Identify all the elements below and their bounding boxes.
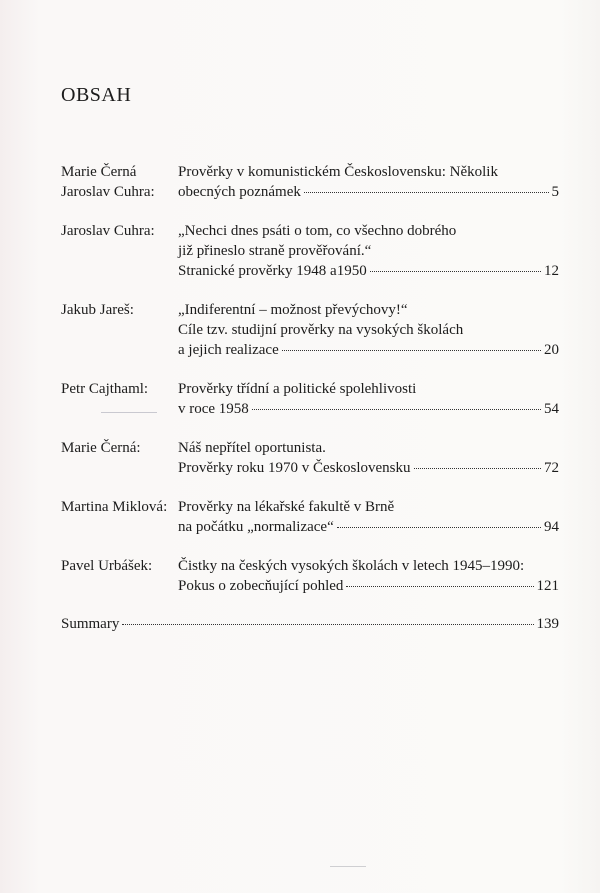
toc-entry-title bbox=[178, 221, 559, 281]
toc-entry bbox=[61, 556, 559, 596]
toc-author: Jakub Jareš: bbox=[61, 302, 134, 318]
toc-page-number: 72 bbox=[544, 460, 559, 476]
toc-title-last-line bbox=[178, 576, 559, 596]
toc-author: Marie Černá bbox=[61, 164, 137, 180]
toc-title-line: a jejich realizace bbox=[178, 342, 279, 358]
toc-authors bbox=[61, 438, 177, 478]
toc-page-number: 54 bbox=[544, 401, 559, 417]
toc-entry-title bbox=[178, 556, 559, 596]
toc-entry-title bbox=[178, 438, 559, 478]
toc-entry bbox=[61, 438, 559, 478]
toc-title-line: obecných poznámek bbox=[178, 184, 301, 200]
toc-author: Jaroslav Cuhra: bbox=[61, 223, 155, 239]
dot-leader bbox=[337, 527, 541, 528]
toc-summary-entry bbox=[61, 614, 559, 634]
toc-authors bbox=[61, 379, 177, 419]
toc-authors bbox=[61, 556, 177, 596]
toc-entry bbox=[61, 300, 559, 360]
dot-leader bbox=[304, 192, 549, 193]
toc-author: Pavel Urbášek: bbox=[61, 558, 153, 574]
scan-mark bbox=[330, 866, 366, 867]
toc-entry-title bbox=[178, 497, 559, 537]
toc-entry-title bbox=[178, 379, 559, 419]
toc-title-line: „Indiferentní – možnost převýchovy!“ bbox=[178, 302, 408, 318]
toc-author: Jaroslav Cuhra: bbox=[61, 184, 155, 200]
toc-entry bbox=[61, 379, 559, 419]
dot-leader bbox=[414, 468, 542, 469]
toc-entry-title bbox=[178, 300, 559, 360]
toc-entry bbox=[61, 221, 559, 281]
dot-leader bbox=[282, 350, 541, 351]
toc-title-line: již přineslo straně prověřování.“ bbox=[178, 243, 372, 259]
toc-authors bbox=[61, 497, 177, 537]
toc-authors bbox=[61, 162, 177, 202]
page-title: OBSAH bbox=[61, 84, 132, 106]
toc-entry-title bbox=[178, 162, 559, 202]
toc-author: Martina Miklová: bbox=[61, 499, 168, 515]
toc-title-line: Prověrky roku 1970 v Československu bbox=[178, 460, 411, 476]
toc-title-last-line bbox=[178, 340, 559, 360]
toc-page-number: 5 bbox=[551, 184, 559, 200]
toc-authors bbox=[61, 300, 177, 360]
toc-title-last-line bbox=[178, 399, 559, 419]
toc-title-last-line bbox=[178, 261, 559, 281]
toc-title-line: Stranické prověrky 1948 a1950 bbox=[178, 263, 367, 279]
toc-author: Marie Černá: bbox=[61, 440, 141, 456]
toc-authors bbox=[61, 221, 177, 281]
toc-page-number: 94 bbox=[544, 519, 559, 535]
dot-leader bbox=[252, 409, 541, 410]
toc-title-line: „Nechci dnes psáti o tom, co všechno dobrého bbox=[178, 223, 457, 239]
toc-entry bbox=[61, 162, 559, 202]
toc-title-line: v roce 1958 bbox=[178, 401, 249, 417]
dot-leader bbox=[370, 271, 541, 272]
toc-title-last-line bbox=[178, 182, 559, 202]
toc-page-number: 12 bbox=[544, 263, 559, 279]
dot-leader bbox=[346, 586, 533, 587]
toc-title-line: na počátku „normalizace“ bbox=[178, 519, 334, 535]
scan-mark bbox=[101, 412, 157, 413]
toc-title-line: Čistky na českých vysokých školách v letech 1945–1990: bbox=[178, 558, 525, 574]
toc-title-line: Prověrky v komunistickém Československu: Několik bbox=[178, 164, 498, 180]
toc-page-number: 139 bbox=[536, 616, 559, 632]
toc-title-last-line bbox=[178, 517, 559, 537]
toc-title-line: Prověrky na lékařské fakultě v Brně bbox=[178, 499, 395, 515]
summary-label: Summary bbox=[61, 616, 120, 632]
toc-title-line: Pokus o zobecňující pohled bbox=[178, 578, 344, 594]
toc-title-line: Prověrky třídní a politické spolehlivosti bbox=[178, 381, 417, 397]
dot-leader bbox=[122, 624, 533, 625]
toc-title-line: Náš nepřítel oportunista. bbox=[178, 440, 326, 456]
toc-entry bbox=[61, 497, 559, 537]
table-of-contents bbox=[61, 162, 559, 634]
toc-title-line: Cíle tzv. studijní prověrky na vysokých školách bbox=[178, 322, 464, 338]
toc-page-number: 20 bbox=[544, 342, 559, 358]
toc-author: Petr Cajthaml: bbox=[61, 381, 149, 397]
toc-page-number: 121 bbox=[536, 578, 559, 594]
toc-title-last-line bbox=[178, 458, 559, 478]
